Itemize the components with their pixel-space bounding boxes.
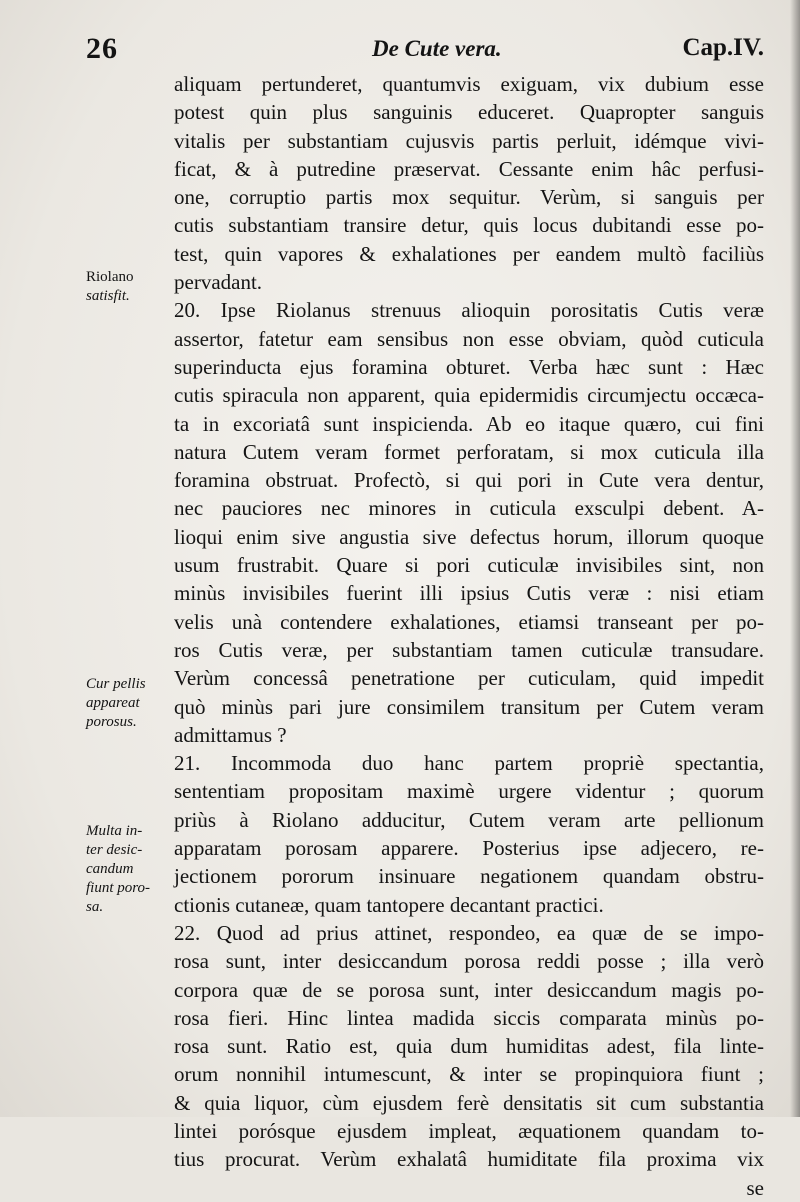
text-line: corpora quæ de se porosa sunt, inter desiccandum magis po- <box>174 977 764 1002</box>
margin-note <box>86 268 134 306</box>
margin-note-line: ter desic- <box>86 842 143 858</box>
text-line: minùs invisibiles fuerint illi ipsius Cutis veræ : nisi etiam <box>174 581 764 606</box>
text-line: apparatam porosam apparere. Posterius ipse adjecero, re- <box>174 836 764 861</box>
text-line: rosa fieri. Hinc lintea madida siccis comparata minùs po- <box>174 1005 764 1030</box>
margin-note-line: fiunt poro- <box>86 880 151 896</box>
text-line: nec pauciores nec minores in cuticula exsculpi debent. A- <box>174 496 764 521</box>
text-line: jectionem pororum insinuare negationem quandam obstru- <box>174 864 764 889</box>
page-edge-shadow <box>790 0 800 1117</box>
margin-note-line: Riolano <box>86 269 134 285</box>
margin-note-line: candum <box>86 861 134 877</box>
text-line: quò minùs pari jure consimilem transitum per Cutem veram <box>174 694 764 719</box>
running-title: De Cute vera. <box>372 36 502 61</box>
text-line: one, corruptio partis mox sequitur. Verùm, si sanguis per <box>174 185 764 210</box>
text-line: orum nonnihil intumescunt, & inter se propinquiora fiunt ; <box>174 1062 764 1087</box>
text-line: ctionis cutaneæ, quam tantopere decantant practici. <box>174 892 604 917</box>
text-line: natura Cutem veram formet perforatam, si mox cuticula illa <box>174 439 764 464</box>
text-line: lioqui enim sive angustia sive defectus horum, illorum quoque <box>174 524 764 549</box>
text-line: sententiam propositam maximè urgere videntur ; quorum <box>174 779 764 804</box>
margin-note-line: porosus. <box>86 714 137 730</box>
text-line: superinducta ejus foramina obturet. Verba hæc sunt : Hæc <box>174 354 764 379</box>
text-line: ta in excoriatâ sunt inspicienda. Ab eo itaque quæro, cui fini <box>174 411 764 436</box>
text-line: ficat, & à putredine præservat. Cessante enim hâc perfusi- <box>174 156 764 181</box>
text-line: assertor, fatetur eam sensibus non esse obviam, quòd cuticula <box>174 326 764 351</box>
text-line: 20. Ipse Riolanus strenuus alioquin porositatis Cutis veræ <box>174 298 764 323</box>
text-line: rosa sunt, inter desiccandum porosa reddi posse ; illa verò <box>174 949 764 974</box>
page-header <box>0 30 800 70</box>
chapter-label: Cap.IV. <box>682 34 764 61</box>
text-line: rosa sunt. Ratio est, quia dum humiditas adest, fila linte- <box>174 1034 764 1059</box>
catchword: se <box>746 1175 764 1200</box>
text-line: Verùm concessâ penetratione per cuticulam, quid impedit <box>174 666 764 691</box>
text-line: tius procurat. Verùm exhalatâ humiditate fila proxima vix <box>174 1147 764 1172</box>
text-line: lintei porósque ejusdem impleat, æquationem quandam to- <box>174 1118 764 1143</box>
text-line: cutis substantiam transire detur, quis locus dubitandi esse po- <box>174 213 764 238</box>
margin-note-line: satisfit. <box>86 288 130 304</box>
text-line: aliquam pertunderet, quantumvis exiguam, vix dubium esse <box>174 72 764 96</box>
text-line: cutis spiracula non apparent, quia epidermidis circumjectu occæca- <box>174 383 764 408</box>
margin-note <box>86 675 146 732</box>
text-line: pervadant. <box>174 270 263 295</box>
margin-note-line: Cur pellis <box>86 676 146 692</box>
margin-note-line: Multa in- <box>86 823 143 839</box>
text-line: & quia liquor, cùm ejusdem ferè densitatis sit cum substantia <box>174 1090 764 1115</box>
text-line: foramina obstruat. Profectò, si qui pori in Cute vera dentur, <box>174 468 764 493</box>
text-line: admittamus ? <box>174 722 287 747</box>
text-line: velis unà contendere exhalationes, etiamsi transeant per po- <box>174 609 764 634</box>
margin-note-line: appareat <box>86 695 140 711</box>
text-line: test, quin vapores & exhalationes per eandem multò faciliùs <box>174 241 764 266</box>
text-line: priùs à Riolano adducitur, Cutem veram arte pellionum <box>174 807 764 832</box>
text-line: potest quin plus sanguinis educeret. Quapropter sanguis <box>174 100 764 125</box>
margin-note-line: sa. <box>86 899 104 915</box>
text-line: 22. Quod ad prius attinet, respondeo, ea quæ de se impo- <box>174 920 764 945</box>
margin-note <box>86 822 150 917</box>
text-line: 21. Incommoda duo hanc partem propriè spectantia, <box>174 751 764 776</box>
main-text-block <box>174 70 764 1202</box>
page-number: 26 <box>86 32 118 65</box>
text-line: usum frustrabit. Quare si pori cuticulæ invisibiles sint, non <box>174 553 764 578</box>
text-line: vitalis per substantiam cujusvis partis perluit, idémque vivi- <box>174 128 764 153</box>
text-line: ros Cutis veræ, per substantiam tamen cuticulæ transudare. <box>174 637 764 662</box>
